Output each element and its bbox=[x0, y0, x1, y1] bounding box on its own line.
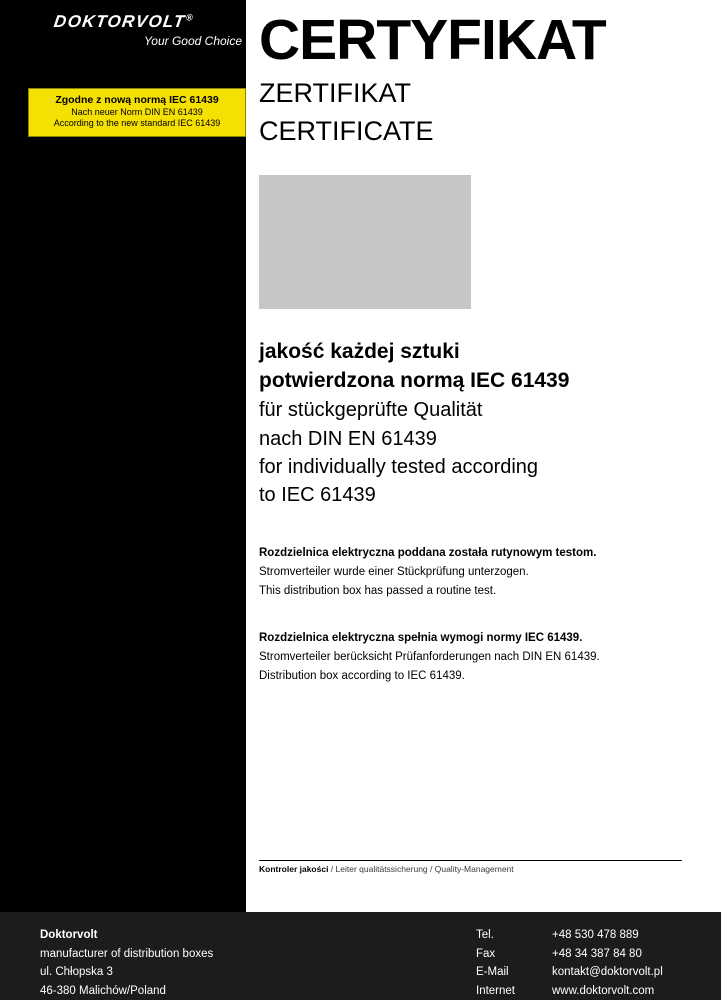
signature-label-pl: Kontroler jakości bbox=[259, 864, 329, 874]
badge-line-de: Nach neuer Norm DIN EN 61439 bbox=[71, 107, 203, 118]
footer-contact-value: +48 34 387 84 80 bbox=[552, 947, 642, 960]
footer-contacts bbox=[476, 926, 663, 1001]
footer-contact-value-email[interactable]: kontakt@doktorvolt.pl bbox=[552, 966, 663, 979]
footer-company: Doktorvolt bbox=[40, 929, 98, 941]
brand-logo bbox=[0, 12, 246, 48]
product-image-placeholder bbox=[259, 175, 471, 309]
claim-de-line1: für stückgeprüfte Qualität bbox=[259, 399, 483, 422]
paragraph-1-pl: Rozdzielnica elektryczna poddana została rutynowym testom. bbox=[259, 546, 597, 559]
signature-label-rest: / Leiter qualitätssicherung / Quality-Management bbox=[328, 864, 514, 874]
brand-tagline: Your Good Choice bbox=[143, 34, 242, 48]
claim-pl-line1: jakość każdej sztuki bbox=[259, 339, 460, 363]
claim-pl-line2: potwierdzona normą IEC 61439 bbox=[259, 369, 570, 393]
footer-contact-label: Internet bbox=[476, 984, 515, 997]
claim-de-line2: nach DIN EN 61439 bbox=[259, 427, 437, 450]
claim-en-line1: for individually tested according bbox=[259, 455, 539, 478]
footer-street: ul. Chłopska 3 bbox=[40, 966, 113, 979]
footer-contact-row bbox=[476, 963, 663, 982]
page-title-en: CERTIFICATE bbox=[259, 115, 434, 146]
paragraph-2-de: Stromverteiler berücksicht Prüfanforderungen nach DIN EN 61439. bbox=[259, 650, 600, 663]
footer bbox=[0, 912, 721, 1000]
signature-caption bbox=[259, 864, 514, 874]
badge-line-pl: Zgodne z nową normą IEC 61439 bbox=[55, 94, 219, 106]
paragraph-2-pl: Rozdzielnica elektryczna spełnia wymogi normy IEC 61439. bbox=[259, 631, 583, 644]
certificate-content bbox=[259, 0, 699, 686]
registered-mark: ® bbox=[185, 12, 194, 23]
claim-block bbox=[259, 337, 699, 510]
footer-contact-row bbox=[476, 926, 663, 945]
footer-contact-label: E-Mail bbox=[476, 966, 509, 979]
paragraph-1-en: This distribution box has passed a routine test. bbox=[259, 584, 497, 597]
footer-address bbox=[40, 926, 213, 1001]
standard-badge bbox=[28, 88, 246, 137]
paragraph-1-de: Stromverteiler wurde einer Stückprüfung unterzogen. bbox=[259, 565, 529, 578]
claim-en-line2: to IEC 61439 bbox=[259, 484, 376, 507]
footer-contact-value: +48 530 478 889 bbox=[552, 929, 639, 941]
paragraph-standard-compliance bbox=[259, 629, 699, 686]
page-title-de: ZERTIFIKAT bbox=[259, 78, 412, 108]
footer-contact-row bbox=[476, 982, 663, 1001]
footer-contact-value-website[interactable]: www.doktorvolt.com bbox=[552, 984, 655, 997]
footer-city: 46-380 Malichów/Poland bbox=[40, 984, 166, 997]
paragraph-2-en: Distribution box according to IEC 61439. bbox=[259, 669, 465, 682]
left-black-panel bbox=[0, 0, 246, 912]
badge-line-en: According to the new standard IEC 61439 bbox=[53, 118, 221, 129]
paragraph-routine-test bbox=[259, 544, 699, 601]
page-title: CERTYFIKAT bbox=[259, 8, 606, 72]
footer-description: manufacturer of distribution boxes bbox=[40, 947, 214, 960]
footer-contact-label: Fax bbox=[476, 947, 496, 960]
signature-line bbox=[259, 860, 682, 861]
footer-contact-row bbox=[476, 945, 663, 964]
brand-name: DOKTORVOLT® bbox=[52, 12, 194, 31]
footer-contact-label: Tel. bbox=[476, 929, 494, 941]
